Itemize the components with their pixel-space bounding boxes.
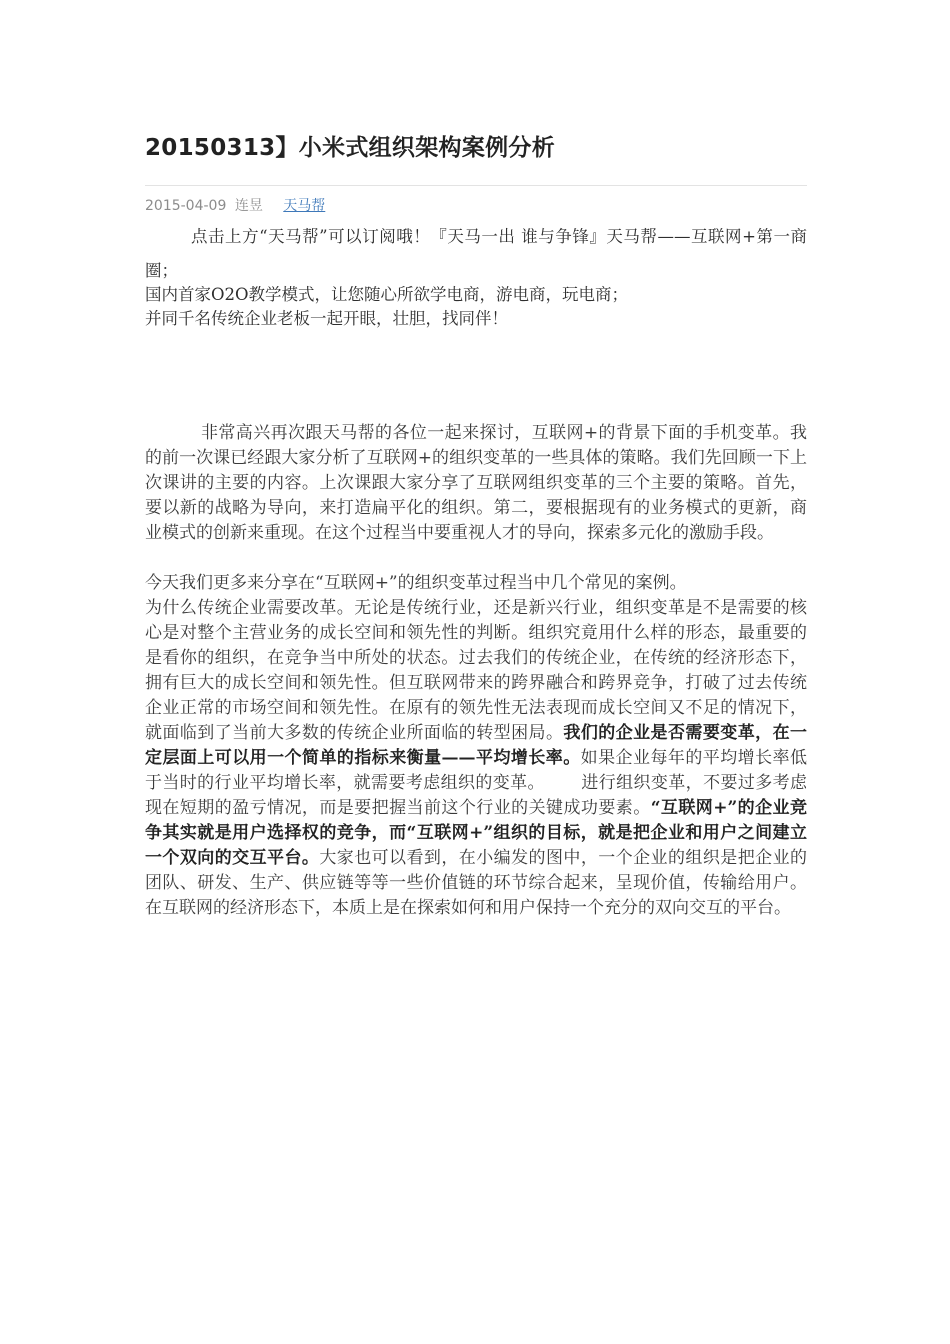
author-name: 连昱 xyxy=(234,198,263,214)
bold-growth-rate: 我们的企业是否需要变革，在一定层面上可以用一个简单的指标来衡量——平均增长率。 xyxy=(145,723,808,768)
bold-user-choice: “互联网+”的企业竞争其实就是用户选择权的竞争，而“互联网+”组织的目标，就是把企业和用户之间建立一个双向的交互平台。 xyxy=(145,798,807,868)
article-title: 20150313】小米式组织架构案例分析 xyxy=(145,135,556,161)
body-text-key-factors: 进行组织变革，不要过多考虑现在短期的盈亏情况，而是要把握当前这个行业的关键成功要素。 xyxy=(145,773,808,818)
title-divider xyxy=(145,185,807,186)
body-paragraph-2: 今天我们更多来分享在“互联网+”的组织变革过程当中几个常见的案例。 xyxy=(145,573,687,593)
body-text-transformation: 为什么传统企业需要改革。无论是传统行业，还是新兴行业，组织变革是不是需要的核心是对整个主营业务的成长空间和领先性的判断。组织究竟用什么样的形态，最重要的是看你的组织，在竞争当中所处的状态。过去我们的传统企业，在传统的经济形态下，拥有巨大的成长空间和领先性。但互联网带来的跨界融合和跨界竞争，打破了过去传统企业正常的市场空间和领先性。在原有的领先性无法表现而成长空间又不足的情况下，就面临到了当前大多数的传统企业所面临的转型困局。 xyxy=(145,598,807,743)
intro-partner-line: 并同千名传统企业老板一起开眼，壮胆，找同伴！ xyxy=(145,309,508,328)
body-text-value-chain: 大家也可以看到，在小编发的图中，一个企业的组织是把企业的团队、研发、生产、供应链等等一些价值链的环节综合起来，呈现价值，传输给用户。在互联网的经济形态下，本质上是在探索如何和用户保持一个充分的双向交互的平台。 xyxy=(145,848,808,918)
body-paragraph-1: 非常高兴再次跟天马帮的各位一起来探讨，互联网+的背景下面的手机变革。我的前一次课已经跟大家分析了互联网+的组织变革的一些具体的策略。我们先回顾一下上次课讲的主要的内容。上次课跟大家分享了互联网组织变革的三个主要的策略。首先，要以新的战略为导向，来打造扁平化的组织。第二，要根据现有的业务模式的更新，商业模式的创新来重现。在这个过程当中要重视人才的导向，探索多元化的激励手段。 xyxy=(145,423,807,543)
publish-date: 2015-04-09 xyxy=(145,198,227,214)
body-paragraph-3 xyxy=(145,596,807,921)
body-text-industry-rate: 如果企业每年的平均增长率低于当时的行业平均增长率，就需要考虑组织的变革。 xyxy=(145,748,808,793)
account-link[interactable]: 天马帮 xyxy=(283,198,326,214)
intro-o2o-line: 国内首家O2O教学模式，让您随心所欲学电商，游电商，玩电商； xyxy=(145,285,629,304)
intro-subscribe-line: 点击上方“天马帮”可以订阅哦！『天马一出 谁与争锋』天马帮——互联网+第一商圈； xyxy=(145,227,807,280)
article xyxy=(145,128,807,921)
article-meta xyxy=(145,195,807,217)
